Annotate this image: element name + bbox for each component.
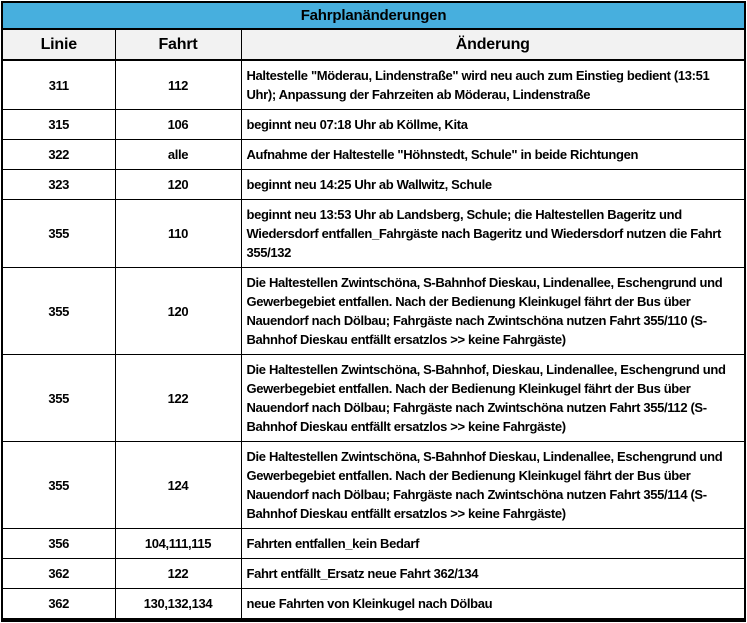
- table-row: [2, 60, 745, 110]
- linie-cell: 315: [2, 110, 115, 140]
- table-row: [2, 140, 745, 170]
- linie-cell: 356: [2, 529, 115, 559]
- aenderung-cell: Haltestelle "Möderau, Lindenstraße" wird neu auch zum Einstieg bedient (13:51 Uhr); Anpassung der Fahrzeiten ab Möderau, Lindenstraße: [241, 60, 745, 110]
- table-title: Fahrplanänderungen: [2, 2, 745, 29]
- linie-cell: 355: [2, 268, 115, 355]
- aenderung-cell: beginnt neu 14:25 Uhr ab Wallwitz, Schule: [241, 170, 745, 200]
- fahrt-cell: 112: [115, 60, 241, 110]
- aenderung-cell: Die Haltestellen Zwintschöna, S-Bahnhof Dieskau, Lindenallee, Eschengrund und Gewerbegebiet entfallen. Nach der Bedienung Kleinkugel fährt der Bus über Nauendorf nach Dölbau; Fahrgäste nach Zwintschöna nutzen Fahrt 355/114 (S-Bahnhof Dieskau entfällt ersatzlos >> keine Fahrgäste): [241, 442, 745, 529]
- column-header-row: [2, 29, 745, 60]
- linie-cell: 362: [2, 559, 115, 589]
- aenderung-cell: Die Haltestellen Zwintschöna, S-Bahnhof Dieskau, Lindenallee, Eschengrund und Gewerbegebiet entfallen. Nach der Bedienung Kleinkugel fährt der Bus über Nauendorf nach Dölbau; Fahrgäste nach Zwintschöna nutzen Fahrt 355/110 (S-Bahnhof Dieskau entfällt ersatzlos >> keine Fahrgäste): [241, 268, 745, 355]
- table-row: [2, 268, 745, 355]
- linie-cell: 362: [2, 589, 115, 621]
- aenderung-cell: Fahrten entfallen_kein Bedarf: [241, 529, 745, 559]
- fahrt-cell: 106: [115, 110, 241, 140]
- fahrt-cell: 122: [115, 559, 241, 589]
- table-row: [2, 442, 745, 529]
- title-row: [2, 2, 745, 29]
- aenderung-cell: Aufnahme der Haltestelle "Höhnstedt, Schule" in beide Richtungen: [241, 140, 745, 170]
- fahrt-cell: 120: [115, 268, 241, 355]
- table-row: [2, 110, 745, 140]
- fahrt-cell: 120: [115, 170, 241, 200]
- column-header-aenderung: Änderung: [241, 29, 745, 60]
- aenderung-cell: neue Fahrten von Kleinkugel nach Dölbau: [241, 589, 745, 621]
- aenderung-cell: Fahrt entfällt_Ersatz neue Fahrt 362/134: [241, 559, 745, 589]
- column-header-fahrt: Fahrt: [115, 29, 241, 60]
- table-row: [2, 170, 745, 200]
- aenderung-cell: beginnt neu 07:18 Uhr ab Köllme, Kita: [241, 110, 745, 140]
- linie-cell: 355: [2, 200, 115, 268]
- linie-cell: 355: [2, 442, 115, 529]
- table-body: [2, 60, 745, 620]
- fahrt-cell: 104,111,115: [115, 529, 241, 559]
- table-row: [2, 559, 745, 589]
- column-header-linie: Linie: [2, 29, 115, 60]
- table-row: [2, 200, 745, 268]
- linie-cell: 323: [2, 170, 115, 200]
- table-row: [2, 529, 745, 559]
- fahrt-cell: 122: [115, 355, 241, 442]
- fahrt-cell: alle: [115, 140, 241, 170]
- table-row: [2, 355, 745, 442]
- fahrt-cell: 124: [115, 442, 241, 529]
- fahrt-cell: 110: [115, 200, 241, 268]
- fahrt-cell: 130,132,134: [115, 589, 241, 621]
- linie-cell: 355: [2, 355, 115, 442]
- aenderung-cell: Die Haltestellen Zwintschöna, S-Bahnhof, Dieskau, Lindenallee, Eschengrund und Gewerbegebiet entfallen. Nach der Bedienung Kleinkugel fährt der Bus über Nauendorf nach Dölbau; Fahrgäste nach Zwintschöna nutzen Fahrt 355/112 (S-Bahnhof Dieskau entfällt ersatzlos >> keine Fahrgäste): [241, 355, 745, 442]
- linie-cell: 311: [2, 60, 115, 110]
- fahrplan-table: [1, 1, 746, 622]
- aenderung-cell: beginnt neu 13:53 Uhr ab Landsberg, Schule; die Haltestellen Bageritz und Wiedersdorf entfallen_Fahrgäste nach Bageritz und Wiedersdorf nutzen die Fahrt 355/132: [241, 200, 745, 268]
- table-row: [2, 589, 745, 621]
- linie-cell: 322: [2, 140, 115, 170]
